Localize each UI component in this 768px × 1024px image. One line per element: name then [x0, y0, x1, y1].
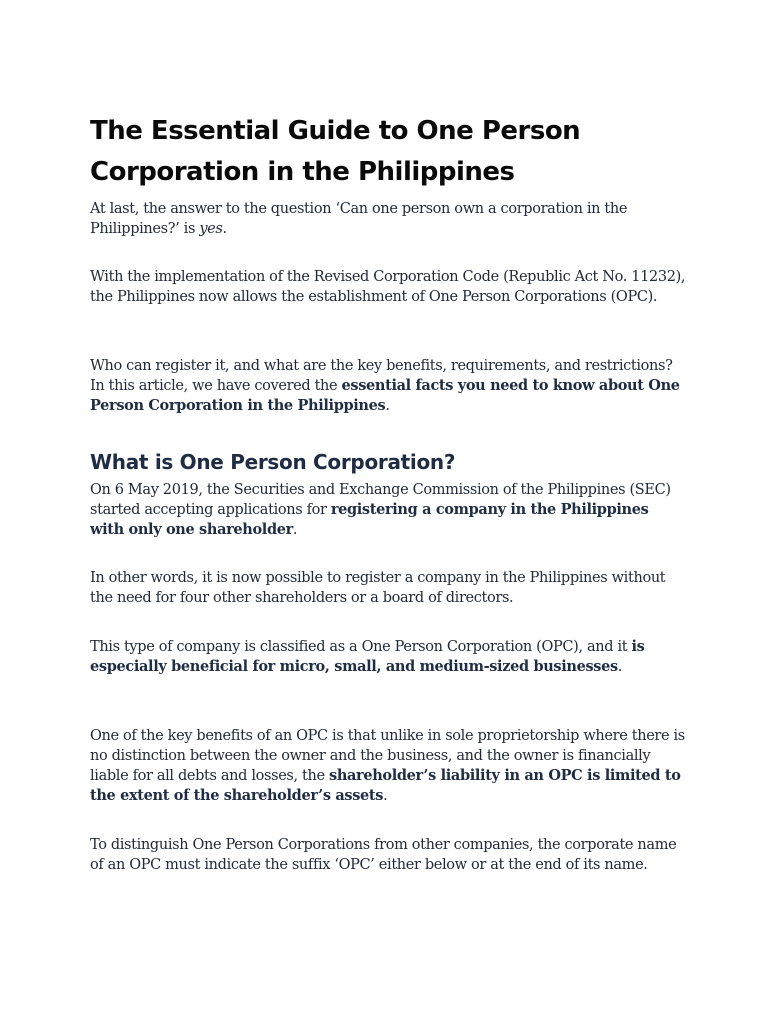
section-paragraph-3 [90, 637, 686, 677]
section-3-text: This type of company is classified as a One Person Corporation (OPC), and it [90, 639, 632, 655]
intro-3-text: Who can register it, and what are the key benefits, requirements, and restrictions? In this article, we have covered the [90, 358, 673, 394]
section-paragraph-4 [90, 726, 686, 806]
section-4-bold: shareholder’s liability in an OPC is limited to the extent of the shareholder’s assets [90, 767, 681, 804]
intro-1-text: At last, the answer to the question ‘Can one person own a corporation in the Philippines?’ is [90, 201, 628, 237]
intro-3-bold: essential facts you need to know about One Person Corporation in the Philippines [90, 377, 680, 414]
section-4-end: . [383, 788, 388, 804]
section-1-text: On 6 May 2019, the Securities and Exchange Commission of the Philippines (SEC) started accepting applications for [90, 482, 671, 518]
section-paragraph-5: To distinguish One Person Corporations from other companies, the corporate name of an OPC must indicate the suffix ‘OPC’ either below or at the end of its name. [90, 837, 677, 873]
intro-1-end: . [222, 221, 227, 237]
intro-3-end: . [385, 398, 390, 414]
section-4-text: One of the key benefits of an OPC is that unlike in sole proprietorship where there is no distinction between the owner and the business, and the owner is financially liable for all debts and losses, the [90, 728, 685, 784]
section-heading: What is One Person Corporation? [90, 450, 456, 474]
section-3-end: . [617, 659, 623, 675]
section-3-bold: is especially beneficial for micro, small, and medium-sized businesses [90, 638, 645, 675]
intro-1-emphasis: yes [199, 221, 223, 237]
intro-paragraph-3 [90, 356, 686, 416]
intro-paragraph-1 [90, 199, 686, 239]
intro-paragraph-2: With the implementation of the Revised Corporation Code (Republic Act No. 11232), the Philippines now allows the establishment of One Person Corporations (OPC). [90, 269, 686, 305]
section-1-bold: registering a company in the Philippines with only one shareholder [90, 501, 649, 538]
section-paragraph-1 [90, 480, 686, 540]
section-1-end: . [292, 522, 298, 538]
section-paragraph-2: In other words, it is now possible to register a company in the Philippines without the need for four other shareholders or a board of directors. [90, 570, 666, 606]
article-title: The Essential Guide to One Person Corporation in the Philippines [90, 116, 581, 187]
